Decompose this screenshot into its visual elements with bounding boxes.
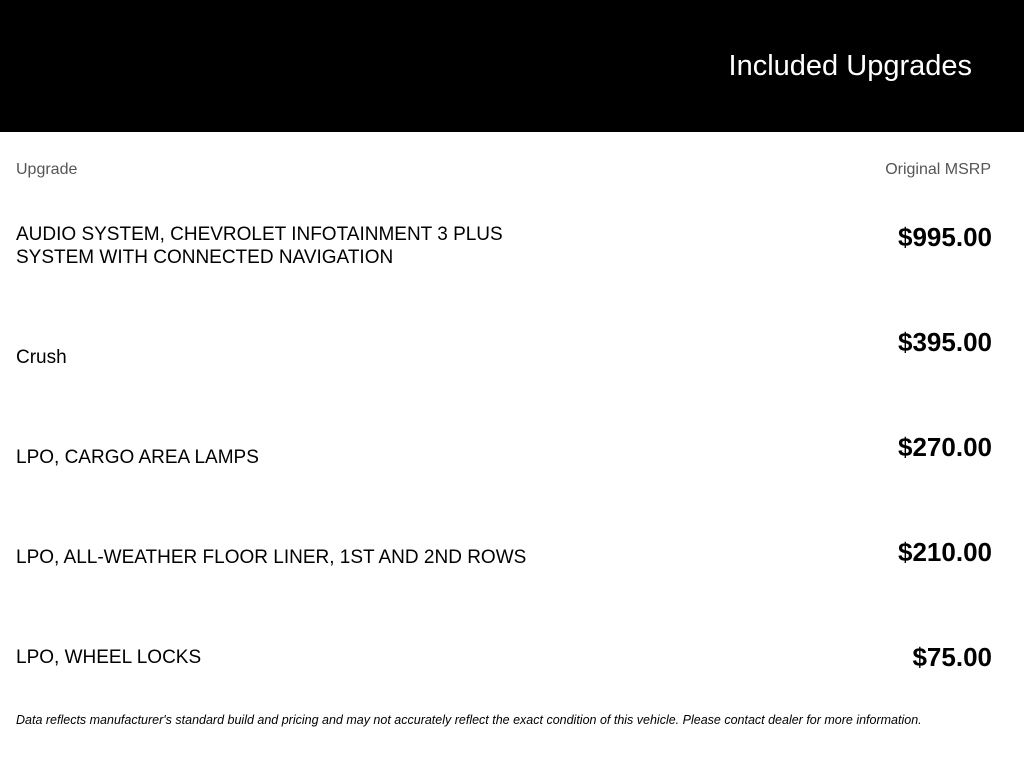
upgrade-price: $75.00 [912, 642, 992, 672]
upgrade-name: LPO, CARGO AREA LAMPS [16, 447, 259, 468]
header-bar [0, 0, 1024, 132]
column-header-msrp: Original MSRP [885, 161, 991, 178]
upgrade-name: AUDIO SYSTEM, CHEVROLET INFOTAINMENT 3 PLUS SYSTEM WITH CONNECTED NAVIGATION [16, 224, 503, 268]
column-header-upgrade: Upgrade [16, 161, 78, 178]
upgrade-name: LPO, ALL-WEATHER FLOOR LINER, 1ST AND 2ND ROWS [16, 547, 527, 568]
disclaimer-text: Data reflects manufacturer's standard build and pricing and may not accurately reflect the exact condition of this vehicle. Please contact dealer for more information. [16, 713, 922, 727]
upgrade-row [0, 222, 1024, 312]
upgrade-price: $270.00 [898, 432, 992, 462]
upgrade-price: $995.00 [898, 222, 992, 252]
upgrade-price: $210.00 [898, 537, 992, 567]
upgrade-row [0, 432, 1024, 522]
upgrade-row [0, 537, 1024, 627]
upgrade-row [0, 327, 1024, 417]
upgrade-name: Crush [16, 347, 67, 368]
upgrade-name: LPO, WHEEL LOCKS [16, 647, 202, 668]
page-title: Included Upgrades [728, 50, 972, 82]
upgrade-price: $395.00 [898, 327, 992, 357]
